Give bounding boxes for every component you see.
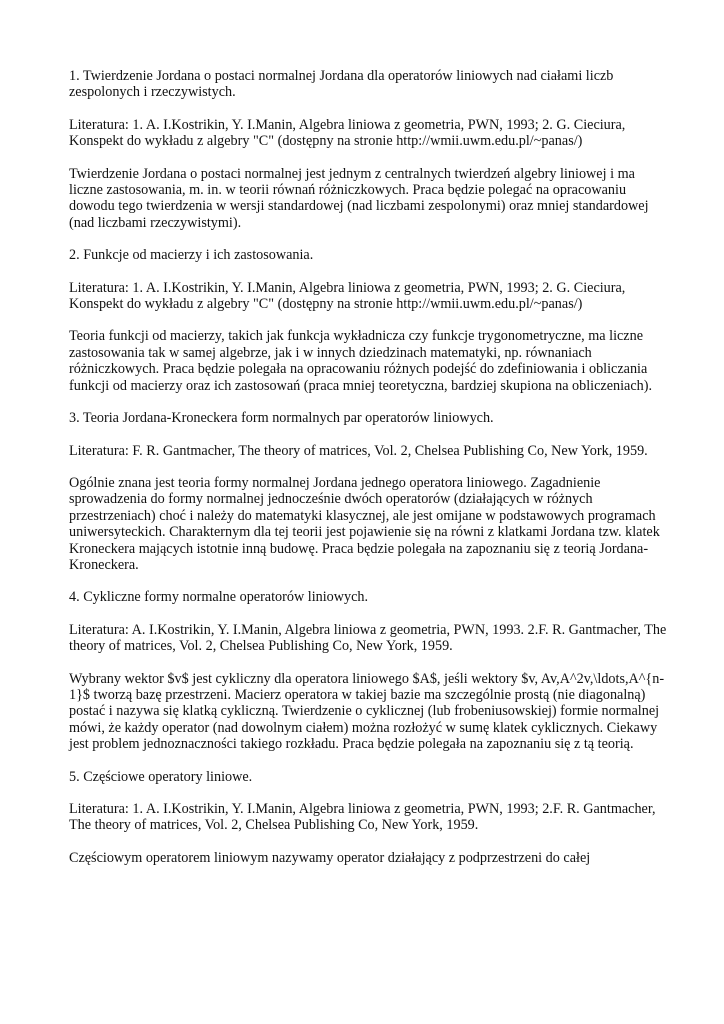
topic-4-description: Wybrany wektor $v$ jest cykliczny dla operatora liniowego $A$, jeśli wektory $v, Av,A^2v,\ldots,A^{n-1}$ tworzą bazę przestrzeni. Macierz operatora w takiej bazie ma szczególnie prostą (nie diagonalną) postać i nazywa się klatką cykliczną. Twierdzenie o cyklicznej (lub frobeniusowskiej) formie normalnej mówi, że każdy operator (nad dowolnym ciałem) można rozłożyć w sumę klatek cyklicznych. Ciekawy jest problem jednoznaczności takiego rozkładu. Praca będzie polegała na zapoznaniu się z tą teorią. (69, 670, 665, 753)
topic-1-description: Twierdzenie Jordana o postaci normalnej jest jednym z centralnych twierdzeń algebry liniowej i ma liczne zastosowania, m. in. w teorii równań różniczkowych. Praca będzie polegać na opracowaniu dowodu tego twierdzenia w wersji standardowej (nad liczbami zespolonymi) oraz mniej standardowej (nad liczbami rzeczywistymi). (69, 165, 649, 231)
topic-5-description: Częściowym operatorem liniowym nazywamy operator działający z podprzestrzeni do całej (69, 849, 591, 866)
topic-5-literature: Literatura: 1. A. I.Kostrikin, Y. I.Manin, Algebra liniowa z geometria, PWN, 1993; 2.F. R. Gantmacher, The theory of matrices, Vol. 2, Chelsea Publishing Co, New York, 1959. (69, 801, 656, 834)
topic-2-description: Teoria funkcji od macierzy, takich jak funkcja wykładnicza czy funkcje trygonometryczne, ma liczne zastosowania tak w samej algebrze, jak i w innych dziedzinach matematyki, np. równaniach różniczkowych. Praca będzie polegała na opracowaniu różnych podejść do zdefiniowania i obliczania funkcji od macierzy oraz ich zastosowań (praca mniej teoretyczna, bardziej skupiona na obliczeniach). (69, 328, 652, 394)
topic-4-literature: Literatura: A. I.Kostrikin, Y. I.Manin, Algebra liniowa z geometria, PWN, 1993. 2.F. R. Gantmacher, The theory of matrices, Vol. 2, Chelsea Publishing Co, New York, 1959. (69, 621, 667, 655)
topic-2-literature: Literatura: 1. A. I.Kostrikin, Y. I.Manin, Algebra liniowa z geometria, PWN, 1993; 2. G. Cieciura, Konspekt do wykładu z algebry "C" (dostępny na stronie http://wmii.uwm.edu.pl/~panas/) (69, 279, 626, 313)
topic-3-heading: 3. Teoria Jordana-Kroneckera form normalnych par operatorów liniowych. (69, 410, 494, 427)
topic-5-heading: 5. Częściowe operatory liniowe. (69, 768, 253, 785)
topic-1-literature: Literatura: 1. A. I.Kostrikin, Y. I.Manin, Algebra liniowa z geometria, PWN, 1993; 2. G. Cieciura, Konspekt do wykładu z algebry "C" (dostępny na stronie http://wmii.uwm.edu.pl/~panas/) (69, 116, 626, 150)
document-body (69, 68, 669, 882)
topic-3-literature: Literatura: F. R. Gantmacher, The theory of matrices, Vol. 2, Chelsea Publishing Co, New York, 1959. (69, 442, 648, 459)
topic-4-heading: 4. Cykliczne formy normalne operatorów liniowych. (69, 589, 369, 606)
topic-3-description: Ogólnie znana jest teoria formy normalnej Jordana jednego operatora liniowego. Zagadnienie sprowadzenia do formy normalnej jednocześnie dwóch operatorów (działających w różnych przestrzeniach) choć i należy do matematyki klasycznej, ale jest omijane w podstawowych programach uniwersyteckich. Charakternym dla tej teorii jest pojawienie się na równi z klatkami Jordana tzw. klatek Kroneckera mających istotnie inną budowę. Praca będzie polegała na zapoznaniu się z teorią Jordana-Kroneckera. (69, 474, 660, 573)
topic-2-heading: 2. Funkcje od macierzy i ich zastosowania. (69, 247, 314, 264)
topic-1-heading: 1. Twierdzenie Jordana o postaci normalnej Jordana dla operatorów liniowych nad ciałami liczb zespolonych i rzeczywistych. (69, 68, 614, 101)
